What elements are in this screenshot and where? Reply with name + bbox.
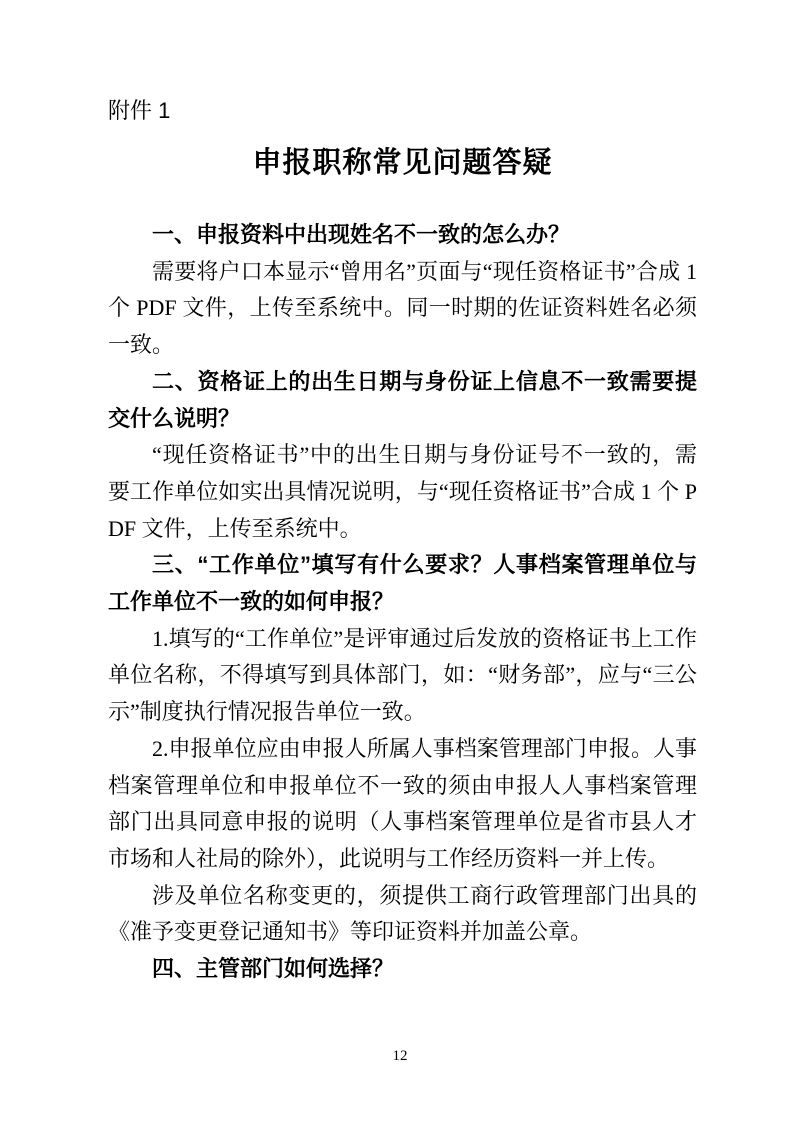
answer-paragraph: 1.填写的“工作单位”是评审通过后发放的资格证书上工作单位名称，不得填写到具体部门，如：“财务部”，应与“三公示”制度执行情况报告单位一致。 [108,625,697,725]
document-body [108,217,697,988]
question-paragraph: 二、资格证上的出生日期与身份证上信息不一致需要提交什么说明？ [108,368,697,431]
answer-paragraph: 涉及单位名称变更的，须提供工商行政管理部门出具的《准予变更登记通知书》等印证资料并加盖公章。 [108,882,697,945]
attachment-label: 附件 1 [108,98,171,123]
question-paragraph: 三、“工作单位”填写有什么要求？人事档案管理单位与工作单位不一致的如何申报？ [108,552,697,615]
page-number: 12 [392,1048,408,1064]
question-paragraph: 一、申报资料中出现姓名不一致的怎么办？ [152,222,571,247]
answer-paragraph: “现任资格证书”中的出生日期与身份证号不一致的，需要工作单位如实出具情况说明，与“现任资格证书”合成 1 个 PDF 文件，上传至系统中。 [108,442,697,541]
page-title: 申报职称常见问题答疑 [252,147,553,179]
answer-paragraph: 需要将户口本显示“曾用名”页面与“现任资格证书”合成 1 个 PDF 文件，上传至系统中。同一时期的佐证资料姓名必须一致。 [108,258,697,358]
question-paragraph: 四、主管部门如何选择？ [152,956,395,982]
answer-paragraph: 2.申报单位应由申报人所属人事档案管理部门申报。人事档案管理单位和申报单位不一致的须由申报人人事档案管理部门出具同意申报的说明（人事档案管理单位是省市县人才市场和人社局的除外），此说明与工作经历资料一并上传。 [108,735,697,871]
